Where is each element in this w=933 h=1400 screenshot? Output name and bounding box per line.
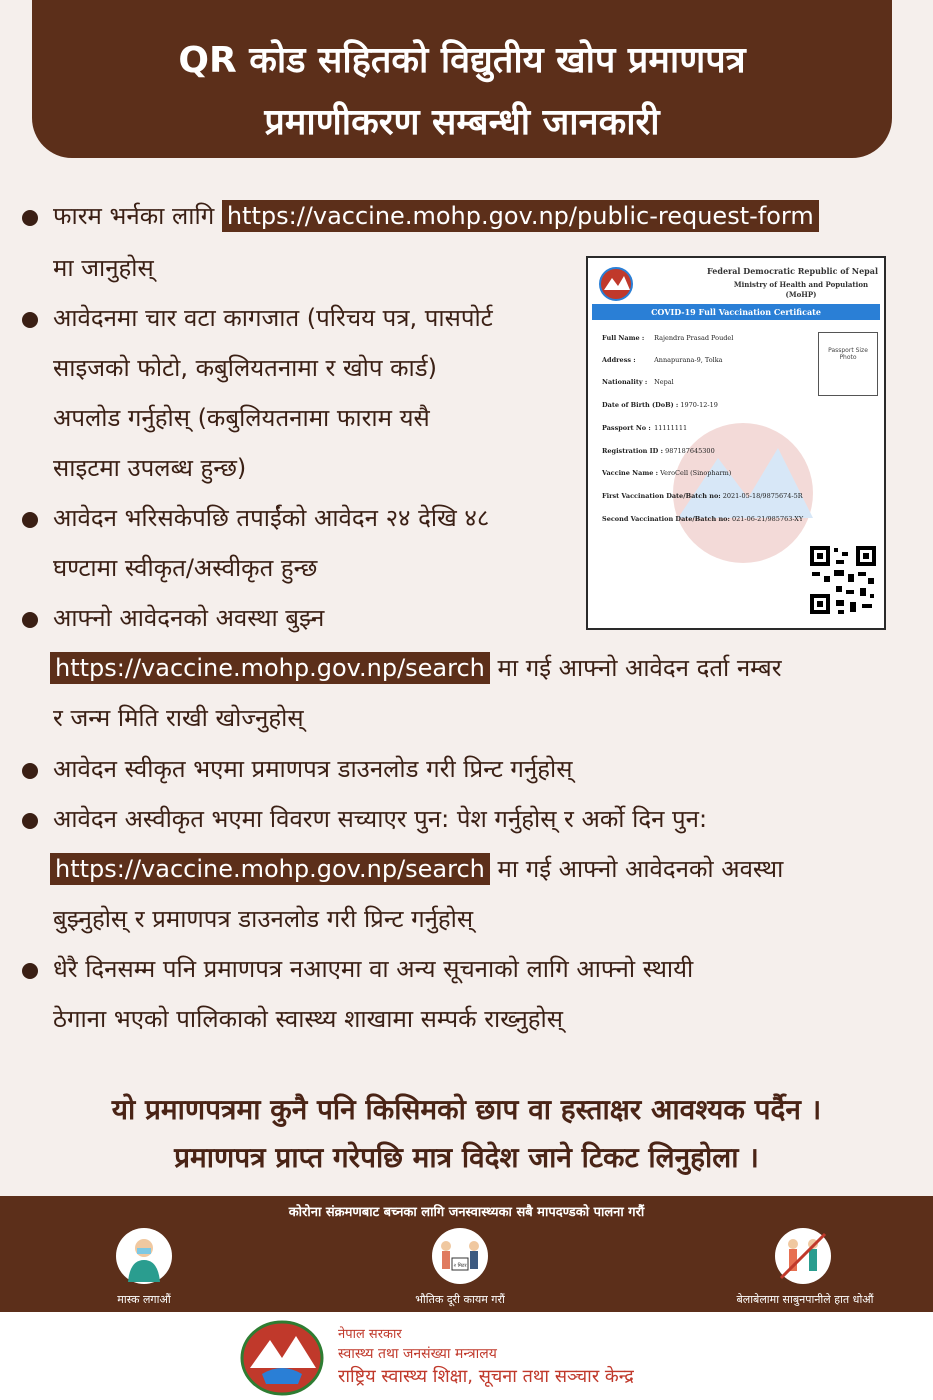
field-label: First Vaccination Date/Batch no:	[602, 492, 721, 500]
field-value: Rajendra Prasad Poudel	[654, 334, 734, 342]
distance-sign-label: २ मिटर	[453, 1263, 467, 1269]
safety-band	[0, 1196, 933, 1312]
bullet-6-line2-text: मा गई आफ्नो आवेदनको अवस्था	[497, 855, 784, 883]
safety-slogan: कोरोना संक्रमणबाट बच्नका लागि जनस्वास्थ्यका सबै मापदण्डको पालना गरौं	[288, 1205, 645, 1220]
cert-field	[602, 515, 803, 523]
field-label: Passport No :	[602, 424, 651, 432]
public-request-form-link[interactable]: https://vaccine.mohp.gov.np/public-request-form	[222, 200, 819, 232]
bullet-6-line2	[50, 853, 783, 885]
notice-line1: यो प्रमाणपत्रमा कुनै पनि किसिमको छाप वा हस्ताक्षर आवश्यक पर्दैन ।	[111, 1093, 822, 1126]
bullet-icon	[22, 512, 38, 528]
certificate-sample	[586, 256, 886, 630]
field-value: Nepal	[654, 378, 674, 386]
distance-icon	[432, 1228, 488, 1284]
search-link[interactable]: https://vaccine.mohp.gov.np/search	[50, 652, 490, 684]
bullet-4-line2-text: मा गई आफ्नो आवेदन दर्ता नम्बर	[497, 654, 782, 682]
cert-field	[602, 378, 674, 386]
cert-ministry: Ministry of Health and Population (MoHP)	[733, 280, 869, 299]
mask-icon	[116, 1228, 172, 1284]
field-value: 987187645300	[665, 447, 715, 455]
field-value: Annapurana-9, Tolka	[654, 356, 723, 364]
cert-field	[602, 401, 718, 409]
cert-field	[602, 469, 731, 477]
header-title-line1: QR कोड सहितको विद्युतीय खोप प्रमाणपत्र	[178, 40, 746, 81]
cert-country: Federal Democratic Republic of Nepal	[707, 266, 878, 276]
bullet-3-line1: आवेदन भरिसकेपछि तपाईंको आवेदन २४ देखि ४८	[53, 504, 490, 532]
field-label: Registration ID :	[602, 447, 663, 455]
bullet-7-line1: धेरै दिनसम्म पनि प्रमाणपत्र नआएमा वा अन्य सूचनाको लागि आफ्नो स्थायी	[53, 955, 694, 983]
bullet-icon	[22, 210, 38, 226]
bullet-2-line4: साइटमा उपलब्ध हुन्छ)	[53, 454, 247, 482]
bullet-2-line1: आवेदनमा चार वटा कागजात (परिचय पत्र, पासपोर्ट	[53, 304, 493, 332]
cert-field	[602, 447, 715, 455]
field-label: Second Vaccination Date/Batch no:	[602, 515, 730, 523]
header-banner	[32, 0, 892, 158]
bullet-icon	[22, 612, 38, 628]
field-value: 021-06-21/985763-XY	[732, 515, 804, 523]
bullet-icon	[22, 813, 38, 829]
cert-field	[602, 492, 803, 500]
field-value: 11111111	[654, 424, 688, 432]
field-label: Vaccine Name :	[602, 469, 658, 477]
bullet-7-line2: ठेगाना भएको पालिकाको स्वास्थ्य शाखामा सम्पर्क राख्नुहोस्	[53, 1005, 563, 1033]
field-value: VeroCell (Sinopharm)	[660, 469, 732, 477]
bullet-1-text	[53, 200, 819, 232]
bullet-1-cont: मा जानुहोस्	[53, 254, 154, 282]
bullet-6-line3: बुझ्नुहोस् र प्रमाणपत्र डाउनलोड गरी प्रिन्ट गर्नुहोस्	[53, 905, 474, 933]
qr-code-icon	[808, 544, 878, 616]
field-value: 2021-05-18/9875674-5R	[722, 492, 803, 500]
footer-centre: राष्ट्रिय स्वास्थ्य शिक्षा, सूचना तथा सञ्चार केन्द्र	[338, 1366, 634, 1387]
cert-field	[602, 356, 723, 364]
field-label: Date of Birth (DoB) :	[602, 401, 679, 409]
field-label: Address :	[602, 356, 636, 364]
field-label: Full Name :	[602, 334, 645, 342]
bullet-5-line1: आवेदन स्वीकृत भएमा प्रमाणपत्र डाउनलोड गरी प्रिन्ट गर्नुहोस्	[53, 755, 573, 783]
bullet-1-label: फारम भर्नका लागि	[53, 202, 215, 230]
handwash-icon	[775, 1228, 831, 1284]
header-title-line2: प्रमाणीकरण सम्बन्धी जानकारी	[264, 102, 660, 143]
cert-field	[602, 424, 687, 432]
field-value: 1970-12-19	[680, 401, 718, 409]
distance-caption: भौतिक दूरी कायम गरौं	[415, 1293, 505, 1306]
search-link-2[interactable]: https://vaccine.mohp.gov.np/search	[50, 853, 490, 885]
notice-line2: प्रमाणपत्र प्राप्त गरेपछि मात्र विदेश जाने टिकट लिनुहोला ।	[174, 1141, 759, 1174]
passport-photo-box: Passport Size Photo	[818, 332, 878, 396]
footer-ministry: स्वास्थ्य तथा जनसंख्या मन्त्रालय	[338, 1346, 497, 1362]
bullet-4-line1: आफ्नो आवेदनको अवस्था बुझ्न	[53, 604, 325, 632]
bullet-2-line2: साइजको फोटो, कबुलियतनामा र खोप कार्ड)	[53, 354, 437, 382]
bullet-4-line3: र जन्म मिति राखी खोज्नुहोस्	[53, 704, 304, 732]
bullet-3-line2: घण्टामा स्वीकृत/अस्वीकृत हुन्छ	[53, 554, 318, 582]
bullet-icon	[22, 312, 38, 328]
mask-caption: मास्क लगाऔं	[117, 1293, 171, 1306]
bullet-icon	[22, 963, 38, 979]
bullet-4-line2	[50, 652, 782, 684]
cert-title: COVID-19 Full Vaccination Certificate	[592, 304, 880, 320]
field-label: Nationality :	[602, 378, 648, 386]
bullet-2-line3: अपलोड गर्नुहोस् (कबुलियतनामा फाराम यसै	[53, 404, 430, 432]
nepal-emblem-icon	[598, 264, 634, 302]
footer-govt: नेपाल सरकार	[338, 1327, 402, 1342]
footer	[0, 1312, 933, 1400]
cert-field	[602, 334, 733, 342]
bullet-icon	[22, 763, 38, 779]
bullet-6-line1: आवेदन अस्वीकृत भएमा विवरण सच्याएर पुन: पेश गर्नुहोस् र अर्को दिन पुन:	[53, 805, 708, 833]
nepal-government-emblem-icon	[236, 1318, 328, 1398]
handwash-caption: बेलाबेलामा साबुनपानीले हात धोऔं	[736, 1293, 874, 1306]
